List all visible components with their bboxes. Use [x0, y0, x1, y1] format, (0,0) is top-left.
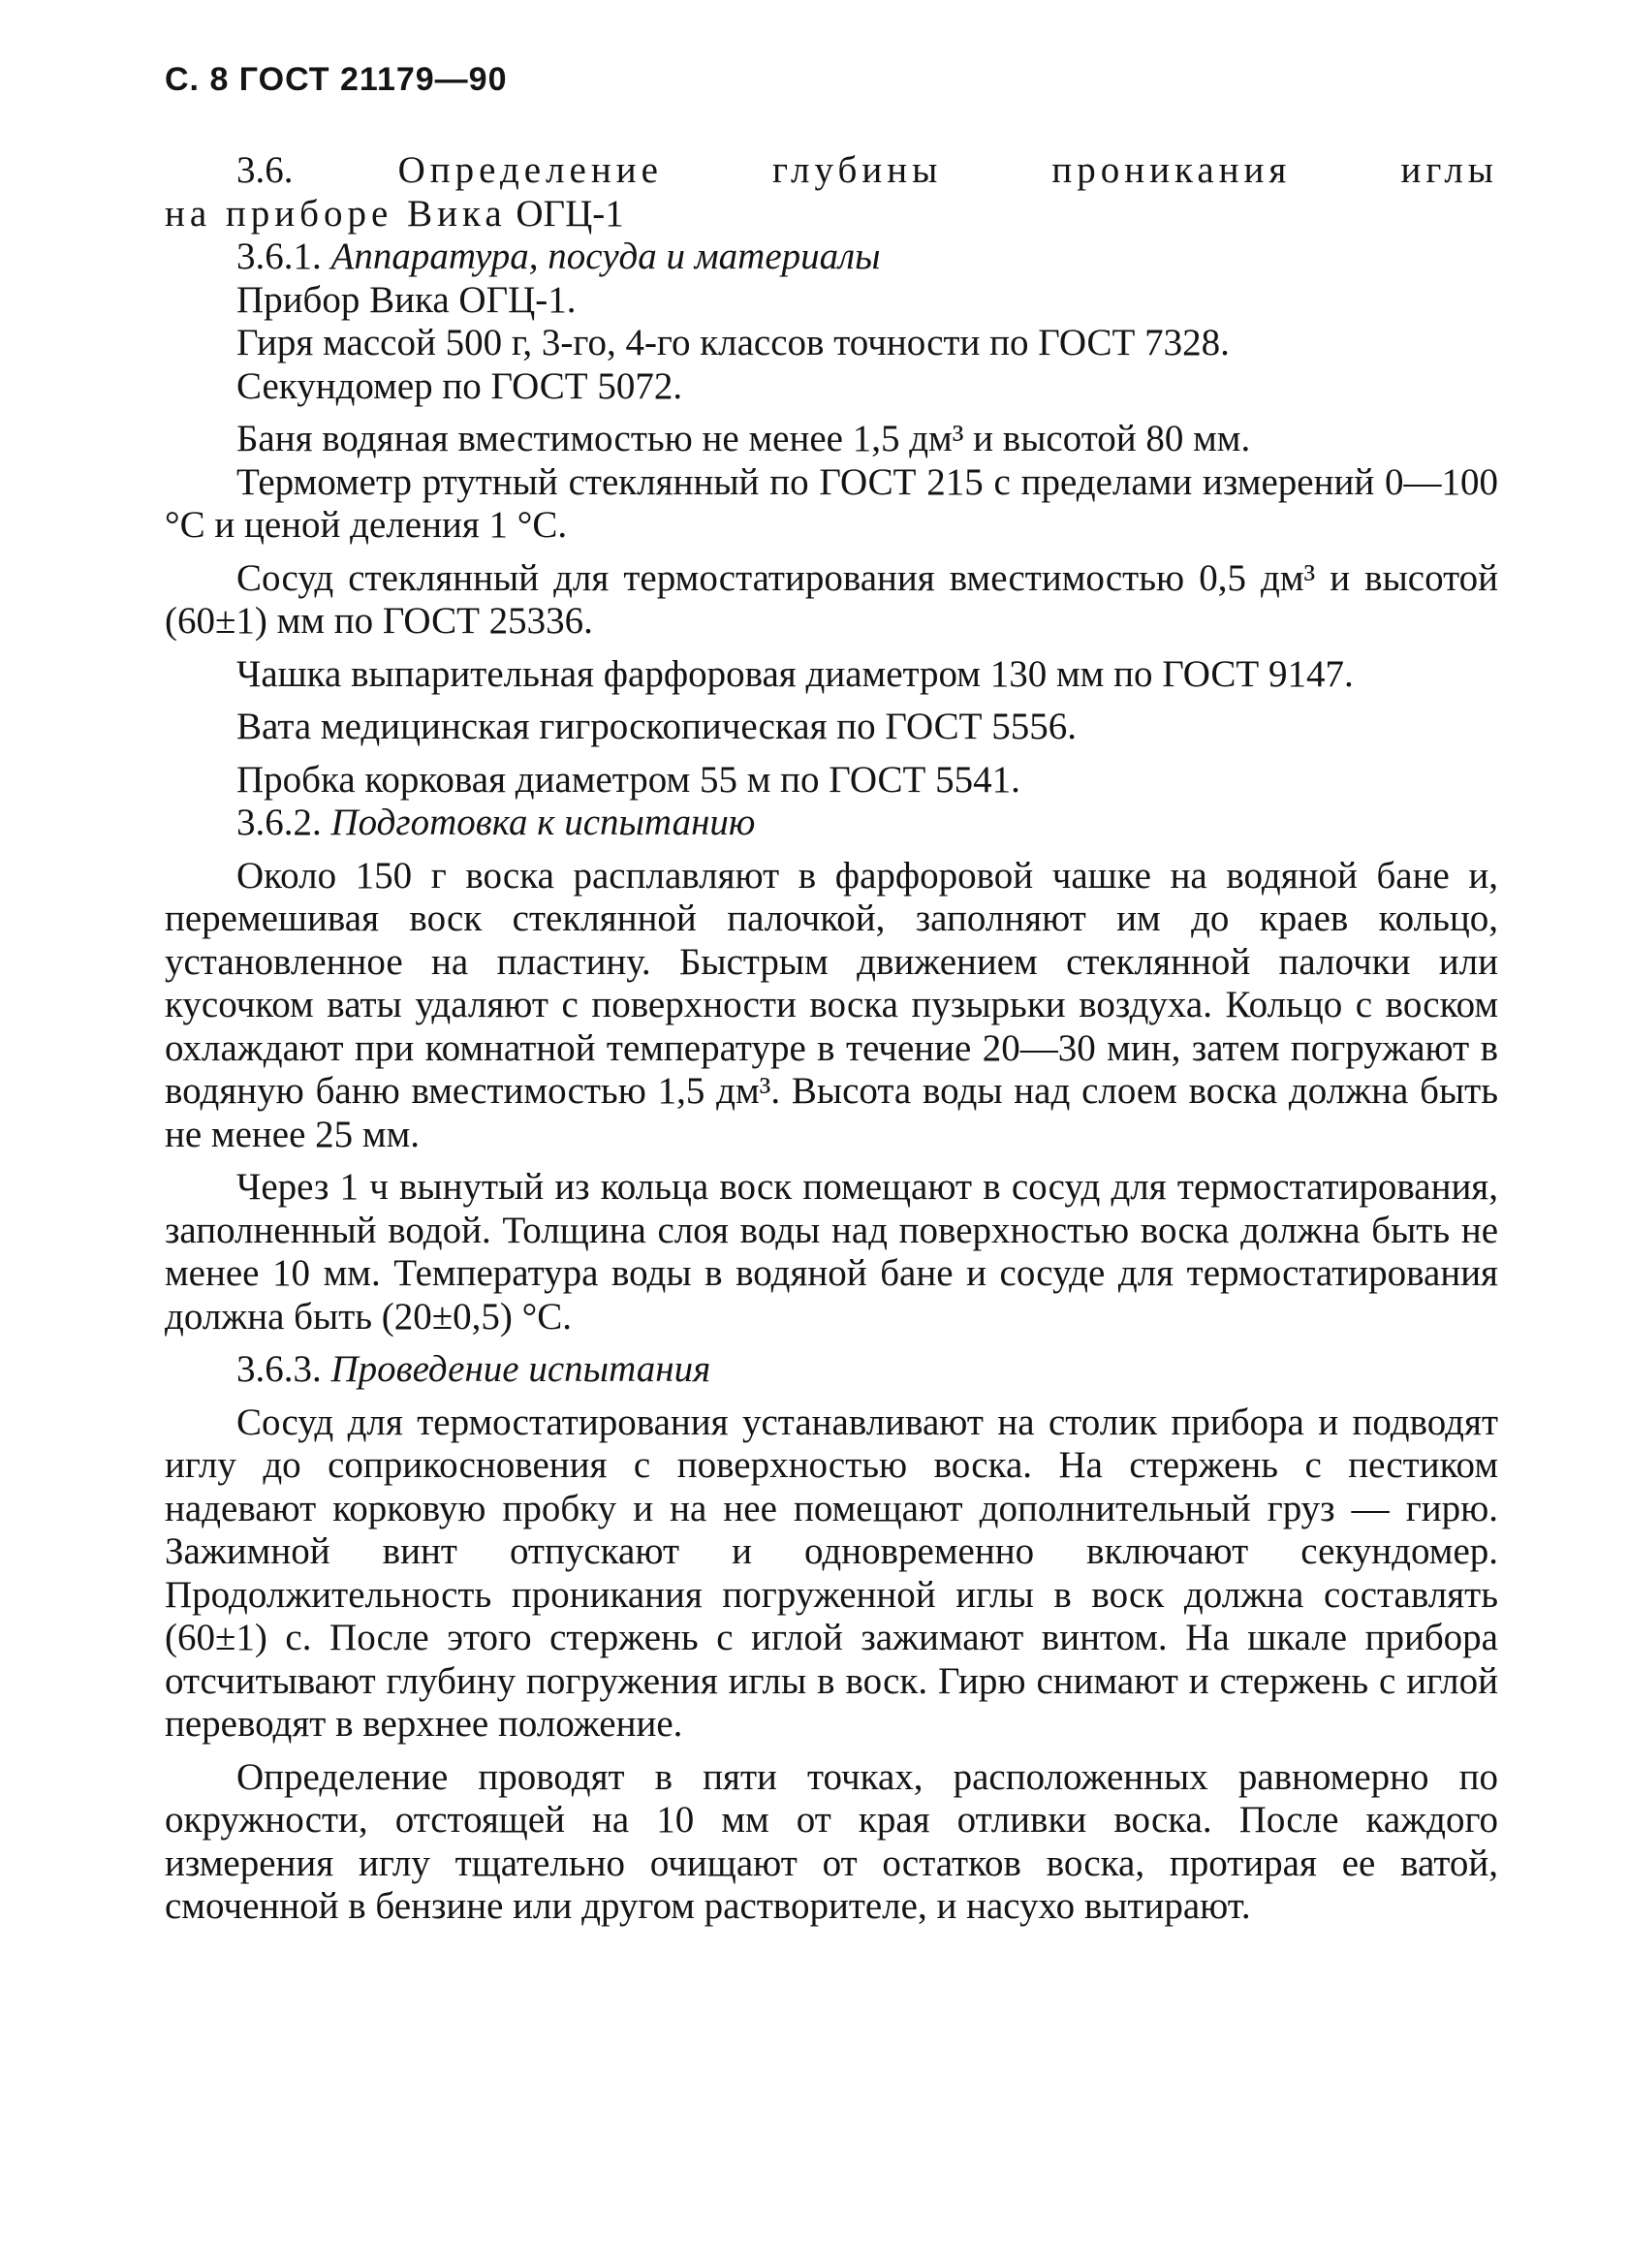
- section-title-3-6-continued: [165, 193, 1498, 236]
- subsection-title-text: Аппаратура, посуда и материалы: [330, 236, 881, 277]
- equipment-item: Чашка выпарительная фарфоровая диаметром 130 мм по ГОСТ 9147.: [236, 652, 1354, 695]
- subsection-title-text: Подготовка к испытанию: [330, 802, 756, 843]
- document-body: [165, 149, 1498, 1929]
- equipment-item: Сосуд стеклянный для термостатирования вместимостью 0,5 дм³ и высотой (60±1) мм по ГОСТ 25336.: [165, 556, 1498, 642]
- equipment-item: Гиря массой 500 г, 3-го, 4-го классов точности по ГОСТ 7328.: [236, 322, 1230, 363]
- paragraph: Около 150 г воска расплавляют в фарфоровой чашке на водяной бане и, перемешивая воск стеклянной палочкой, заполняют им до краев кольцо, установленное на пластину. Быстрым движением стеклянной палочки или кусочком ваты удаляют с поверхности воска пузырьки воздуха. Кольцо с воском охлаждают при комнатной температуре в течение 20—30 мин, затем погружают в водяную баню вместимостью 1,5 дм³. Высота воды над слоем воска должна быть не менее 25 мм.: [165, 854, 1498, 1155]
- subsection-title-3-6-2: [165, 802, 1498, 845]
- document-page: [165, 60, 1498, 1929]
- equipment-item: Баня водяная вместимостью не менее 1,5 дм³ и высотой 80 мм.: [236, 418, 1251, 459]
- equipment-item: Секундомер по ГОСТ 5072.: [236, 364, 683, 407]
- subsection-title-text: Проведение испытания: [330, 1348, 711, 1390]
- section-number: 3.6.: [236, 149, 294, 191]
- page-header: С. 8 ГОСТ 21179—90: [165, 61, 508, 98]
- section-title-3-6: [165, 149, 1498, 193]
- equipment-item: Вата медицинская гигроскопическая по ГОСТ 5556.: [236, 706, 1077, 747]
- subsection-title-3-6-3: [165, 1348, 1498, 1392]
- paragraph: Определение проводят в пяти точках, расположенных равномерно по окружности, отстоящей на 10 мм от края отливки воска. После каждого измерения иглу тщательно очищают от остатков воска, протирая ее ватой, смоченной в бензине или другом растворителе, и насухо вытирают.: [165, 1755, 1498, 1927]
- equipment-item: Термометр ртутный стеклянный по ГОСТ 215 с пределами измерений 0—100 °С и ценой деления 1 °С.: [165, 460, 1498, 546]
- section-title-text-line2: на приборе Вика: [165, 192, 507, 235]
- device-name: ОГЦ-1: [516, 192, 624, 235]
- paragraph: Сосуд для термостатирования устанавливают на столик прибора и подводят иглу до соприкосновения с поверхностью воска. На стержень с пестиком надевают корковую пробку и на нее помещают дополнительный груз — гирю. Зажимной винт отпускают и одновременно включают секундомер. Продолжительность проникания погруженной иглы в воск должна составлять (60±1) с. После этого стержень с иглой зажимают винтом. На шкале прибора отсчитывают глубину погружения иглы в воск. Гирю снимают и стержень с иглой переводят в верхнее положение.: [165, 1401, 1498, 1745]
- section-title-text: Определение глубины проникания иглы: [397, 149, 1498, 191]
- subsection-title-3-6-1: [165, 236, 1498, 279]
- subsection-number: 3.6.3.: [236, 1348, 322, 1390]
- equipment-item: Прибор Вика ОГЦ-1.: [236, 278, 577, 321]
- subsection-number: 3.6.2.: [236, 802, 322, 843]
- equipment-item: Пробка корковая диаметром 55 м по ГОСТ 5541.: [236, 758, 1020, 801]
- subsection-number: 3.6.1.: [236, 236, 322, 277]
- paragraph: Через 1 ч вынутый из кольца воск помещают в сосуд для термостатирования, заполненный водой. Толщина слоя воды над поверхностью воска должна быть не менее 10 мм. Температура воды в водяной бане и сосуде для термостатирования должна быть (20±0,5) °С.: [165, 1166, 1498, 1338]
